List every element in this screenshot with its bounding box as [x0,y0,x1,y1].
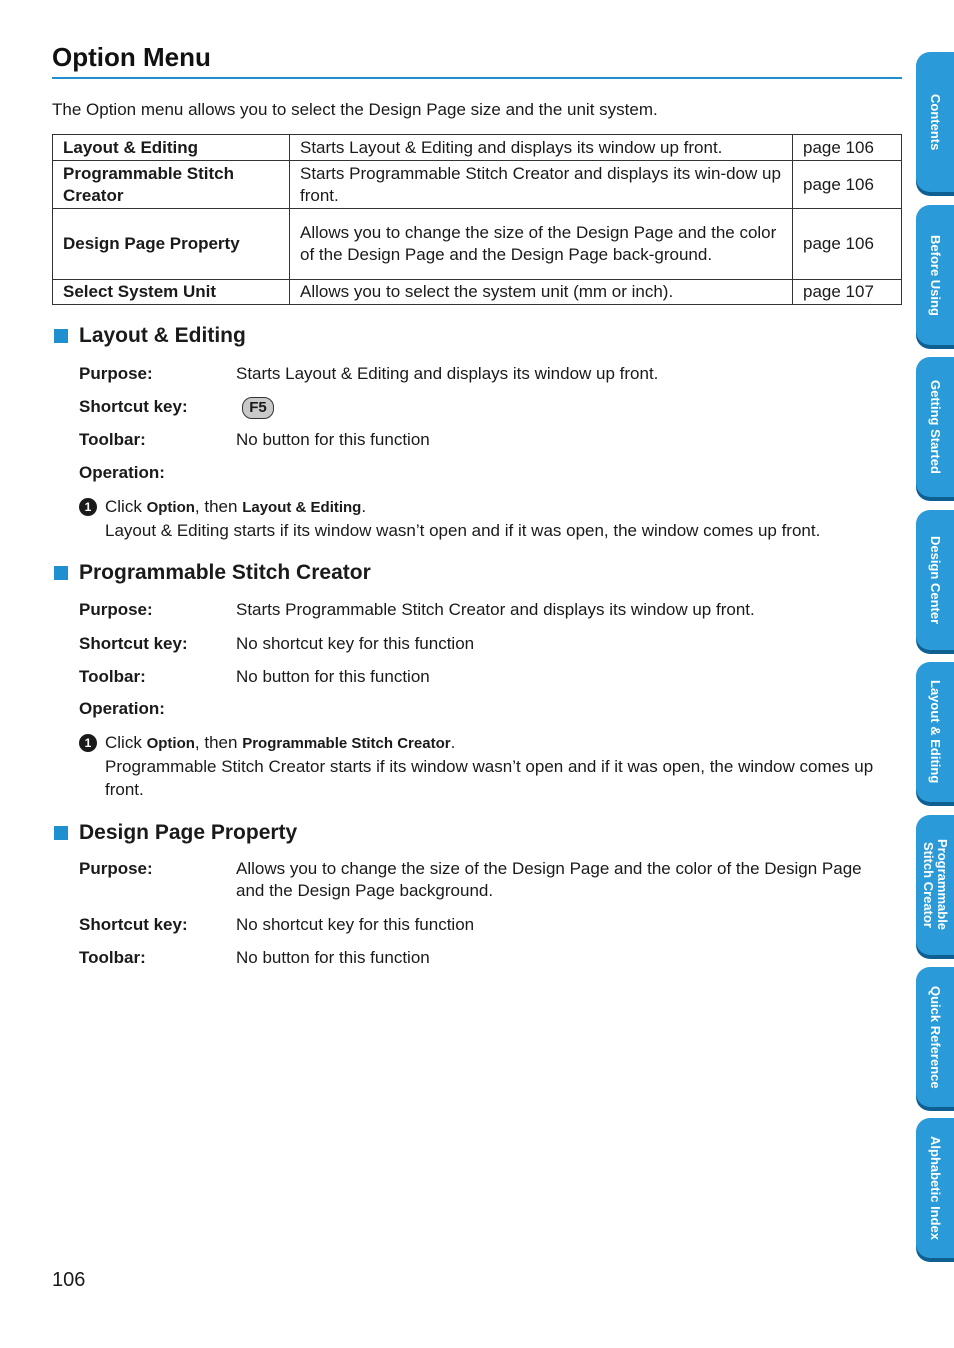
purpose-value: Starts Programmable Stitch Creator and displays its window up front. [236,600,755,619]
shortcut-label: Shortcut key: [79,915,188,934]
side-tab-label: Programmable Stitch Creator [921,839,950,931]
section-heading-text: Design Page Property [79,821,298,844]
section-heading-psc [54,561,371,585]
toolbar-label: Toolbar: [79,948,146,967]
purpose-label: Purpose: [79,364,153,383]
table-cell-item: Programmable Stitch Creator [53,161,290,209]
section-heading-dpp [54,821,297,845]
click-word: Click [105,497,142,516]
shortcut-label: Shortcut key: [79,634,188,653]
square-bullet-icon [54,826,68,840]
section-heading-text: Programmable Stitch Creator [79,561,371,584]
side-tab-quick-reference[interactable] [916,967,954,1107]
table-cell-page[interactable]: page 106 [793,161,902,209]
table-cell-item: Select System Unit [53,280,290,305]
click-word: Click [105,733,142,752]
purpose-label: Purpose: [79,600,153,619]
shortcut-value [236,396,886,419]
menu-name: Option [146,499,195,516]
period: . [361,497,367,516]
table-cell-item: Design Page Property [53,209,290,280]
toolbar-value: No button for this function [236,948,430,967]
table-cell-description: Allows you to select the system unit (mm or inch). [290,280,793,305]
side-tab-label: Contents [928,93,943,151]
shortcut-value: No shortcut key for this function [236,915,475,934]
side-tab-label: Getting Started [928,380,943,474]
f5-key-icon: F5 [242,397,274,419]
side-tab-label: Before Using [928,234,943,316]
intro-text: The Option menu allows you to select the Design Page size and the unit system. [52,100,658,119]
side-tab-label: Layout & Editing [928,680,943,784]
step-instruction [105,731,889,755]
table-cell-description: Allows you to change the size of the Design Page and the color of the Design Page and the Design Page back-ground. [290,209,793,280]
side-tab-programmable-stitch-creator[interactable] [916,815,954,955]
side-tab-label: Alphabetic Index [928,1135,943,1241]
menu-name: Option [146,735,195,752]
toolbar-value: No button for this function [236,430,430,449]
operation-step [79,731,889,801]
purpose-row [79,858,889,904]
purpose-value: Allows you to change the size of the Design Page and the color of the Design Page and the Design Page background. [236,859,862,900]
table-row [53,280,902,305]
toolbar-label: Toolbar: [79,667,146,686]
step-detail: Layout & Editing starts if its window wasn’t open and if it was open, the window comes up front. [105,521,821,540]
purpose-label: Purpose: [79,859,153,878]
step-detail: Programmable Stitch Creator starts if its window wasn’t open and if it was open, the window comes up front. [105,757,874,799]
side-tab-contents[interactable] [916,52,954,192]
table-cell-page[interactable]: page 107 [793,280,902,305]
shortcut-label: Shortcut key: [79,397,188,416]
operation-step [79,495,889,542]
operation-label: Operation: [79,463,165,482]
square-bullet-icon [54,566,68,580]
side-tab-getting-started[interactable] [916,357,954,497]
toolbar-value: No button for this function [236,667,430,686]
command-name: Programmable Stitch Creator [242,735,451,752]
table-cell-page[interactable]: page 106 [793,135,902,161]
side-tab-label: Design Center [928,535,943,625]
side-tab-alphabetic-index[interactable] [916,1118,954,1258]
page-number: 106 [52,1269,86,1291]
then-word: , then [194,497,238,516]
side-tab-before-using[interactable] [916,205,954,345]
section-heading-layout [54,324,246,348]
step-number-icon: 1 [79,734,97,752]
side-tab-label: Quick Reference [928,985,943,1089]
square-bullet-icon [54,329,68,343]
summary-table [52,134,902,305]
table-cell-description: Starts Programmable Stitch Creator and displays its win-dow up front. [290,161,793,209]
command-name: Layout & Editing [242,499,362,516]
then-word: , then [194,733,238,752]
section-heading-text: Layout & Editing [79,324,246,347]
table-row [53,209,902,280]
title-rule [52,77,902,79]
step-instruction [105,495,889,519]
side-tab-design-center[interactable] [916,510,954,650]
page-title: Option Menu [52,42,211,72]
toolbar-label: Toolbar: [79,430,146,449]
table-cell-item: Layout & Editing [53,135,290,161]
side-tab-layout-editing[interactable] [916,662,954,802]
step-number-icon: 1 [79,498,97,516]
shortcut-value: No shortcut key for this function [236,634,475,653]
period: . [450,733,456,752]
table-row [53,135,902,161]
table-row [53,161,902,209]
purpose-value: Starts Layout & Editing and displays its window up front. [236,364,659,383]
table-cell-page[interactable]: page 106 [793,209,902,280]
operation-label: Operation: [79,699,165,718]
table-cell-description: Starts Layout & Editing and displays its window up front. [290,135,793,161]
